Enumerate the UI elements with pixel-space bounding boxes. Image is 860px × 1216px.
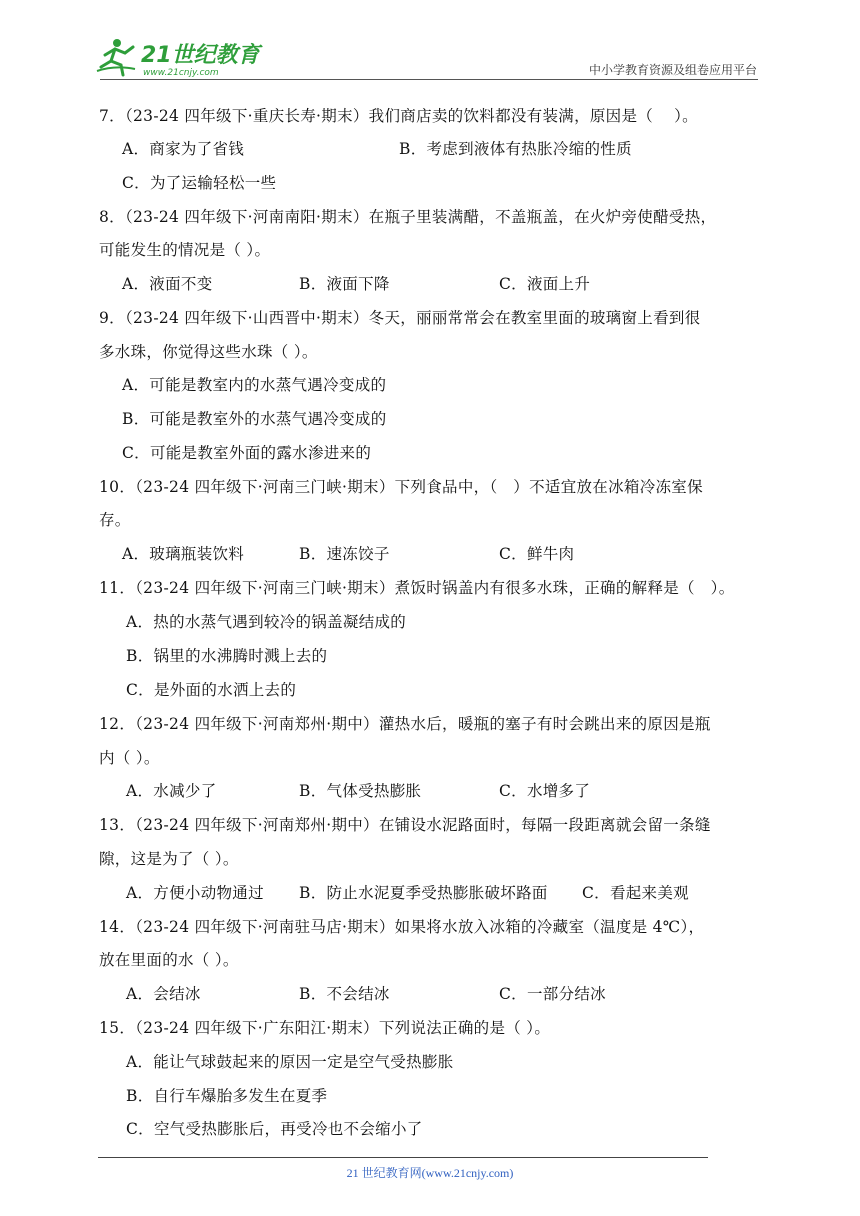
q9-option-c: C．可能是教室外面的露水渗进来的 <box>122 444 372 462</box>
question-13-line-1: 13．（23-24 四年级下·河南郑州·期中）在铺设水泥路面时，每隔一段距离就会留一条缝 <box>99 816 711 834</box>
question-8-line-2: 可能发生的情况是（ ）。 <box>99 241 271 259</box>
question-7: 7．（23-24 四年级下·重庆长寿·期末）我们商店卖的饮料都没有装满，原因是（ ）。 <box>99 107 698 125</box>
q10-option-c: C．鲜牛肉 <box>499 545 575 563</box>
q13-option-c: C．看起来美观 <box>582 884 689 902</box>
q13-option-b: B．防止水泥夏季受热膨胀破坏路面 <box>299 884 548 902</box>
question-9-line-1: 9．（23-24 四年级下·山西晋中·期末）冬天，丽丽常常会在教室里面的玻璃窗上看到很 <box>99 309 701 327</box>
q14-option-b: B．不会结冰 <box>299 985 390 1003</box>
page-header <box>0 0 860 90</box>
q7-option-c: C．为了运输轻松一些 <box>122 174 277 192</box>
question-12-line-1: 12．（23-24 四年级下·河南郑州·期中）灌热水后，暖瓶的塞子有时会跳出来的原因是瓶 <box>99 715 711 733</box>
q10-option-a: A．玻璃瓶装饮料 <box>122 545 245 563</box>
question-10-line-2: 存。 <box>99 511 131 529</box>
header-divider <box>100 79 758 80</box>
svg-text:www.21cnjy.com: www.21cnjy.com <box>143 68 219 78</box>
footer-divider <box>98 1157 708 1158</box>
q11-option-b: B．锅里的水沸腾时溅上去的 <box>126 647 328 665</box>
q8-option-b: B．液面下降 <box>299 275 390 293</box>
question-14-line-1: 14．（23-24 四年级下·河南驻马店·期末）如果将水放入冰箱的冷藏室（温度是 4℃）， <box>99 918 705 936</box>
q14-option-a: A．会结冰 <box>126 985 201 1003</box>
q7-option-a: A．商家为了省钱 <box>122 140 245 158</box>
platform-name: 中小学教育资源及组卷应用平台 <box>588 63 757 77</box>
question-11: 11．（23-24 四年级下·河南三门峡·期末）煮饭时锅盖内有很多水珠，正确的解释是（ ）。 <box>99 579 735 597</box>
question-12-line-2: 内（ ）。 <box>99 749 160 767</box>
q13-option-a: A．方便小动物通过 <box>126 884 264 902</box>
q9-option-a: A．可能是教室内的水蒸气遇冷变成的 <box>122 376 387 394</box>
q12-option-a: A．水减少了 <box>126 782 217 800</box>
question-13-line-2: 隙，这是为了（ ）。 <box>99 850 239 868</box>
question-10-line-1: 10．（23-24 四年级下·河南三门峡·期末）下列食品中，（ ）不适宜放在冰箱冷冻室保 <box>99 478 703 496</box>
q12-option-b: B．气体受热膨胀 <box>299 782 422 800</box>
svg-text:21世纪教育: 21世纪教育 <box>141 43 260 68</box>
q14-option-c: C．一部分结冰 <box>499 985 606 1003</box>
site-logo <box>95 35 265 80</box>
q11-option-a: A．热的水蒸气遇到较冷的锅盖凝结成的 <box>126 613 407 631</box>
question-14-line-2: 放在里面的水（ ）。 <box>99 951 239 969</box>
q7-option-b: B．考虑到液体有热胀冷缩的性质 <box>399 140 632 158</box>
q8-option-c: C．液面上升 <box>499 275 591 293</box>
q15-option-c: C．空气受热膨胀后，再受冷也不会缩小了 <box>126 1120 423 1138</box>
question-9-line-2: 多水珠，你觉得这些水珠（ ）。 <box>99 343 318 361</box>
footer-link[interactable]: 21 世纪教育网(www.21cnjy.com) <box>346 1166 514 1180</box>
q10-option-b: B．速冻饺子 <box>299 545 390 563</box>
q12-option-c: C．水增多了 <box>499 782 591 800</box>
q8-option-a: A．液面不变 <box>122 275 213 293</box>
q15-option-a: A．能让气球鼓起来的原因一定是空气受热膨胀 <box>126 1053 454 1071</box>
q15-option-b: B．自行车爆胎多发生在夏季 <box>126 1087 328 1105</box>
q9-option-b: B．可能是教室外的水蒸气遇冷变成的 <box>122 410 387 428</box>
question-15: 15．（23-24 四年级下·广东阳江·期末）下列说法正确的是（ ）。 <box>99 1019 551 1037</box>
question-8-line-1: 8．（23-24 四年级下·河南南阳·期末）在瓶子里装满醋，不盖瓶盖，在火炉旁使醋受热， <box>99 208 717 226</box>
q11-option-c: C．是外面的水洒上去的 <box>126 681 297 699</box>
